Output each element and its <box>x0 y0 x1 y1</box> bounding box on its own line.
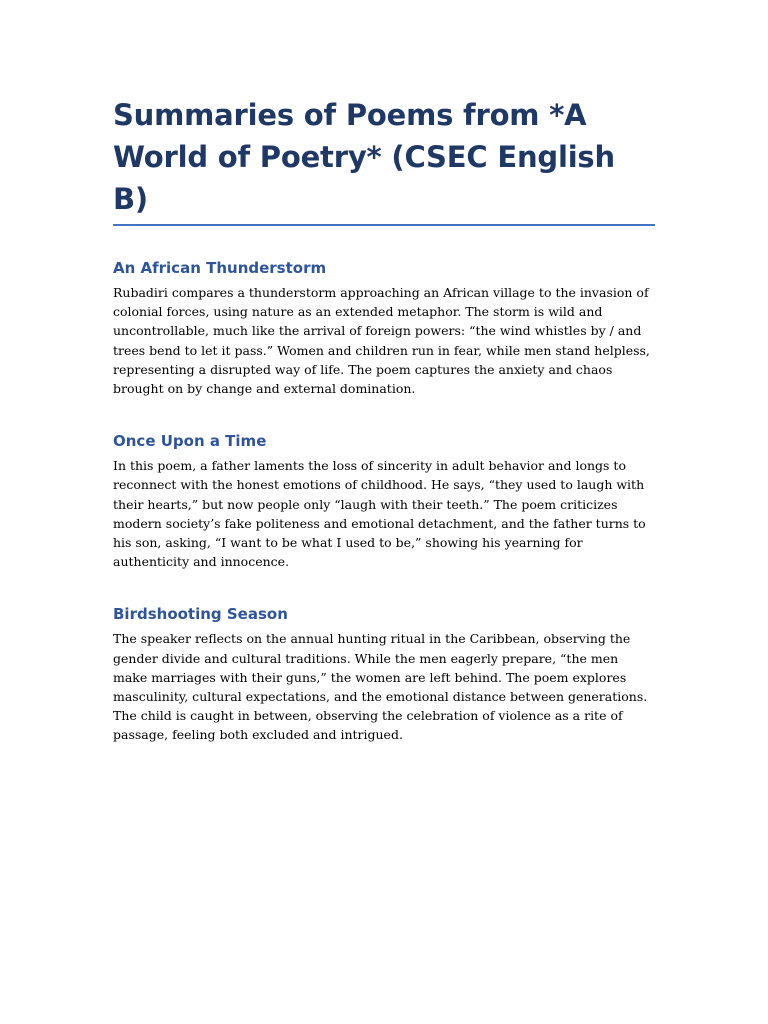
section-paragraph: In this poem, a father laments the loss of sincerity in adult behavior and longs to reconnect with the honest emotions of childhood. He says, “they used to laugh with their hearts,” but now people only “laugh with their teeth.” The poem criticizes modern society’s fake politeness and emotional detachment, and the father turns to his son, asking, “I want to be what I used to be,” showing his yearning for authenticity and innocence. <box>113 458 646 570</box>
section-birdshooting-season <box>113 604 655 744</box>
section-heading: Birdshooting Season <box>113 605 288 624</box>
document-page <box>113 94 655 745</box>
document-title: Summaries of Poems from *A World of Poetry* (CSEC English B) <box>113 94 655 226</box>
section-heading: An African Thunderstorm <box>113 259 327 277</box>
section-paragraph: Rubadiri compares a thunderstorm approaching an African village to the invasion of colonial forces, using nature as an extended metaphor. The storm is wild and uncontrollable, much like the arrival of foreign powers: “the wind whistles by / and trees bend to let it pass.” Women and children run in fear, while men stand helpless, representing a disrupted way of life. The poem captures the anxiety and chaos brought on by change and external domination. <box>113 285 650 397</box>
section-once-upon-a-time <box>113 431 655 571</box>
section-heading: Once Upon a Time <box>113 432 267 451</box>
section-an-african-thunderstorm <box>113 258 655 398</box>
section-paragraph: The speaker reflects on the annual hunting ritual in the Caribbean, observing the gender divide and cultural traditions. While the men eagerly prepare, “the men make marriages with their guns,” the women are left behind. The poem explores masculinity, cultural expectations, and the emotional distance between generations. The child is caught in between, observing the celebration of violence as a rite of passage, feeling both excluded and intrigued. <box>113 631 648 743</box>
